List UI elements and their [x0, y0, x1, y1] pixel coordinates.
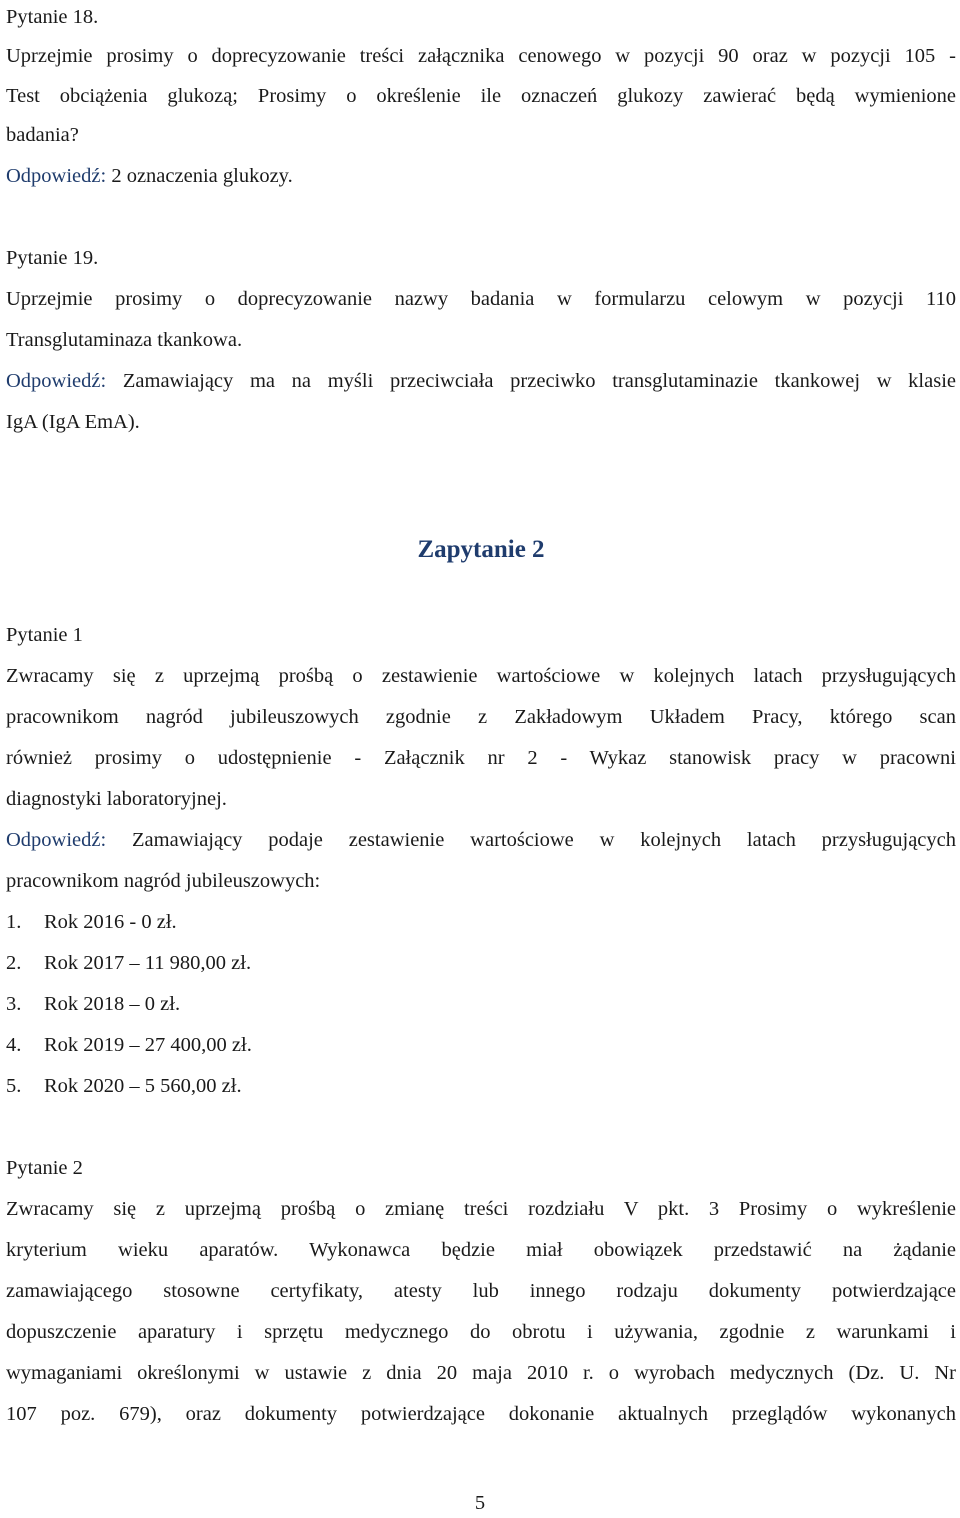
question-2-text-line-6: 107 poz. 679), oraz dokumenty potwierdzające dokonanie aktualnych przeglądów wykonanych — [6, 1403, 956, 1425]
answer-label: Odpowiedź: — [6, 829, 107, 851]
question-1-title: Pytanie 1 — [6, 624, 83, 646]
question-19-answer-line-2: IgA (IgA EmA). — [6, 411, 140, 433]
question-2-text-line-1: Zwracamy się z uprzejmą prośbą o zmianę treści rozdziału V pkt. 3 Prosimy o wykreślenie — [6, 1198, 956, 1220]
list-item-text: Rok 2018 – 0 zł. — [44, 993, 181, 1015]
question-19-text-line-1: Uprzejmie prosimy o doprecyzowanie nazwy badania w formularzu celowym w pozycji 110 — [6, 288, 956, 310]
section-heading: Zapytanie 2 — [417, 536, 545, 563]
question-1-answer-line-1 — [6, 825, 956, 855]
page-number: 5 — [474, 1492, 486, 1514]
question-18-text-line-1: Uprzejmie prosimy o doprecyzowanie treści załącznika cenowego w pozycji 90 oraz w pozycji 105 - — [6, 45, 956, 67]
list-item-number: 3. — [6, 993, 22, 1015]
question-2-title: Pytanie 2 — [6, 1157, 83, 1179]
question-2-text-line-2: kryterium wieku aparatów. Wykonawca będzie miał obowiązek przedstawić na żądanie — [6, 1239, 956, 1261]
answer-label: Odpowiedź: — [6, 370, 107, 392]
question-1-text-line-3: również prosimy o udostępnienie - Załącznik nr 2 - Wykaz stanowisk pracy w pracowni — [6, 747, 956, 769]
list-item-text: Rok 2016 - 0 zł. — [44, 911, 177, 933]
answer-label: Odpowiedź: — [6, 165, 107, 187]
question-2-text-line-4: dopuszczenie aparatury i sprzętu medycznego do obrotu i używania, zgodnie z warunkami i — [6, 1321, 956, 1343]
list-item — [6, 1030, 956, 1060]
question-18-text-line-3: badania? — [6, 124, 79, 146]
question-19-title: Pytanie 19. — [6, 247, 99, 269]
list-item-text: Rok 2020 – 5 560,00 zł. — [44, 1075, 242, 1097]
list-item-number: 5. — [6, 1075, 22, 1097]
question-2-text-line-3: zamawiającego stosowne certyfikaty, atesty lub innego rodzaju dokumenty potwierdzające — [6, 1280, 956, 1302]
list-item — [6, 1071, 956, 1101]
list-item — [6, 989, 956, 1019]
answer-text: 2 oznaczenia glukozy. — [106, 165, 293, 187]
question-1-text-line-1: Zwracamy się z uprzejmą prośbą o zestawienie wartościowe w kolejnych latach przysługujących — [6, 665, 956, 687]
answer-text: Zamawiający ma na myśli przeciwciała przeciwko transglutaminazie tkankowej w klasie — [106, 370, 956, 392]
list-item — [6, 907, 956, 937]
question-18-text-line-2: Test obciążenia glukozą; Prosimy o określenie ile oznaczeń glukozy zawierać będą wymienione — [6, 85, 956, 107]
question-19-answer-line-1 — [6, 366, 956, 396]
question-18-title: Pytanie 18. — [6, 6, 99, 28]
question-18-answer — [6, 161, 956, 191]
list-item-number: 2. — [6, 952, 22, 974]
list-item-number: 1. — [6, 911, 22, 933]
list-item-text: Rok 2019 – 27 400,00 zł. — [44, 1034, 252, 1056]
question-2-text-line-5: wymaganiami określonymi w ustawie z dnia 20 maja 2010 r. o wyrobach medycznych (Dz. U. Nr — [6, 1362, 956, 1384]
question-1-text-line-2: pracownikom nagród jubileuszowych zgodnie z Zakładowym Układem Pracy, którego scan — [6, 706, 956, 728]
list-item-text: Rok 2017 – 11 980,00 zł. — [44, 952, 252, 974]
question-19-text-line-2: Transglutaminaza tkankowa. — [6, 329, 243, 351]
list-item-number: 4. — [6, 1034, 22, 1056]
answer-text: Zamawiający podaje zestawienie wartościowe w kolejnych latach przysługujących — [106, 829, 956, 851]
question-1-text-line-4: diagnostyki laboratoryjnej. — [6, 788, 227, 810]
list-item — [6, 948, 956, 978]
question-1-answer-line-2: pracownikom nagród jubileuszowych: — [6, 870, 321, 892]
